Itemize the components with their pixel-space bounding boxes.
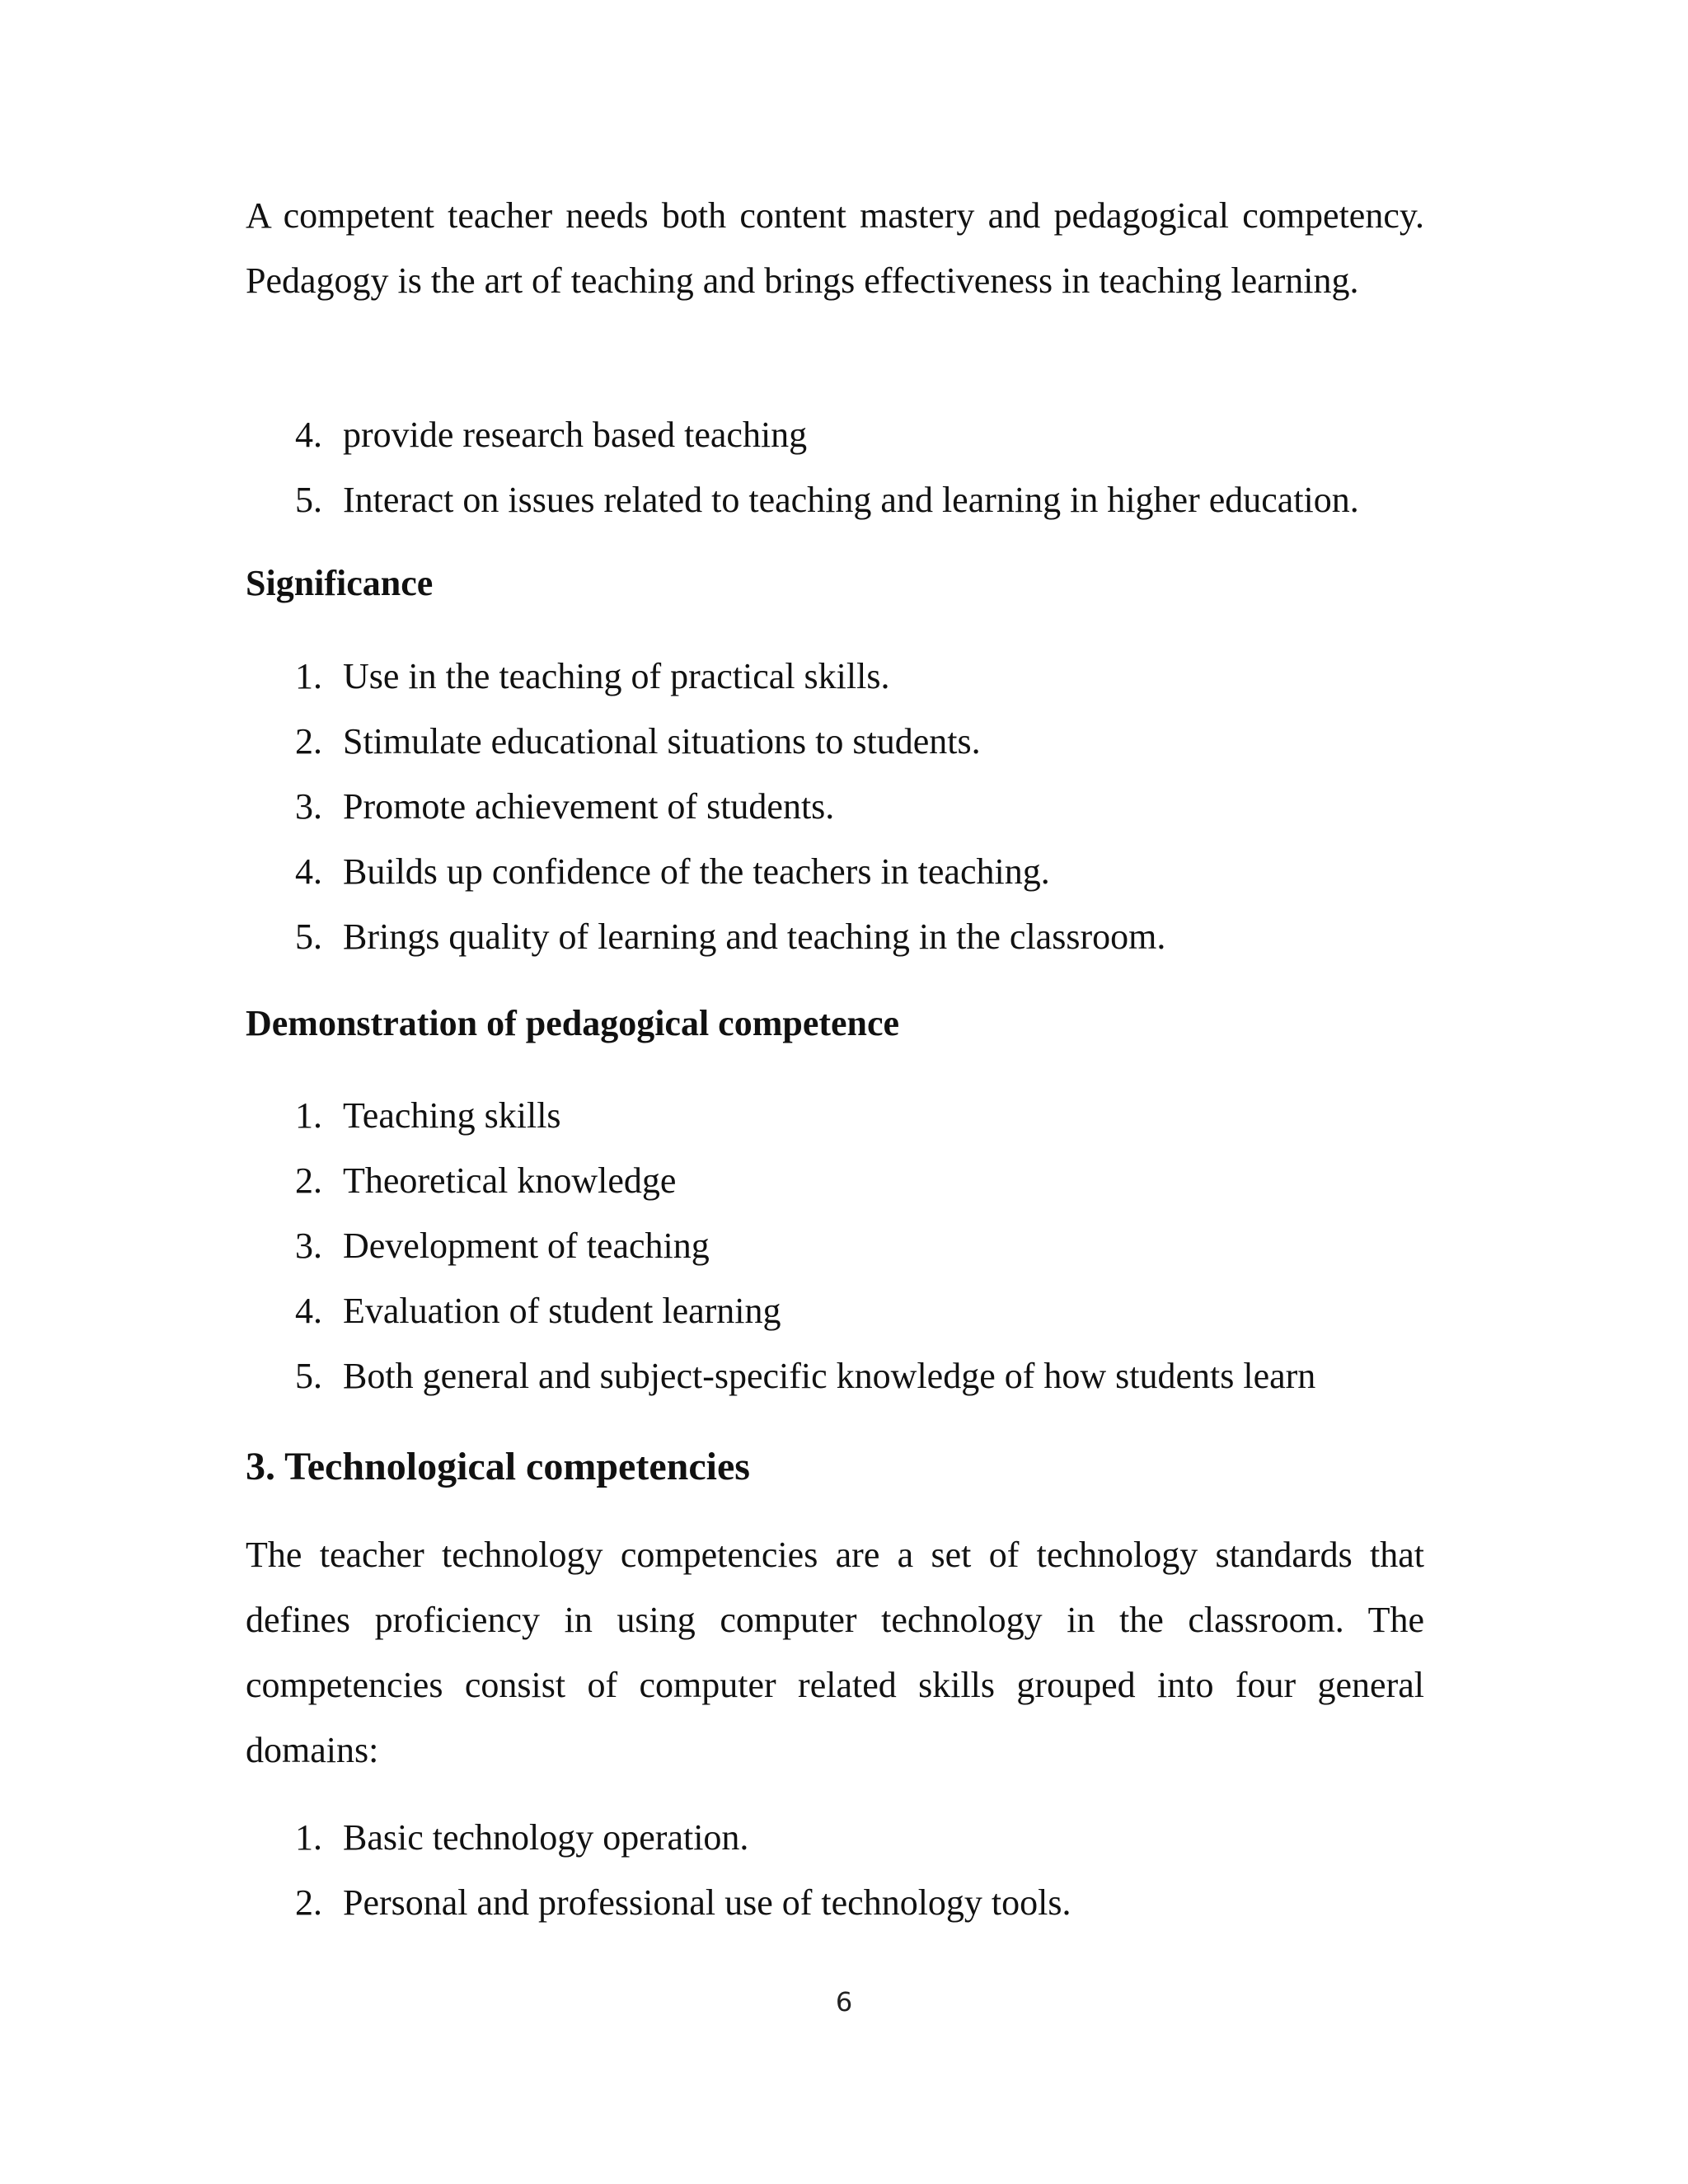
list-text: Development of teaching xyxy=(343,1226,710,1266)
list-number: 2. xyxy=(295,1882,322,1923)
list-text: Interact on issues related to teaching and learning in higher education. xyxy=(343,480,1359,520)
significance-heading: Significance xyxy=(246,563,434,603)
list-text: Basic technology operation. xyxy=(343,1817,749,1858)
list-number: 3. xyxy=(295,1226,322,1266)
list-text: Promote achievement of students. xyxy=(343,786,835,827)
list-number: 4. xyxy=(295,851,322,892)
list-number: 2. xyxy=(295,721,322,762)
list-item xyxy=(246,1083,1482,1148)
objectives-list xyxy=(246,402,1482,532)
list-number: 1. xyxy=(295,1095,322,1136)
list-item xyxy=(246,709,1482,774)
list-item xyxy=(246,774,1482,839)
list-item xyxy=(246,402,1482,467)
list-item xyxy=(246,1148,1482,1213)
list-number: 1. xyxy=(295,656,322,696)
list-item xyxy=(246,1278,1482,1343)
list-text: provide research based teaching xyxy=(343,415,808,455)
list-item xyxy=(246,1343,1482,1408)
demonstration-heading: Demonstration of pedagogical competence xyxy=(246,1003,900,1043)
list-item xyxy=(246,1870,1482,1935)
technological-paragraph: The teacher technology competencies are a set of technology standards that defines proficiency in using computer technology in the classroom. The competencies consist of computer related skills grouped into four general domains: xyxy=(246,1535,1424,1770)
list-text: Both general and subject-specific knowledge of how students learn xyxy=(343,1356,1316,1396)
list-text: Brings quality of learning and teaching in the classroom. xyxy=(343,916,1166,957)
list-number: 5. xyxy=(295,916,322,957)
list-text: Teaching skills xyxy=(343,1095,561,1136)
list-text: Use in the teaching of practical skills. xyxy=(343,656,890,696)
list-text: Evaluation of student learning xyxy=(343,1291,781,1331)
list-text: Stimulate educational situations to students. xyxy=(343,721,981,762)
list-item xyxy=(246,644,1482,709)
technological-list xyxy=(246,1805,1482,1935)
list-number: 5. xyxy=(295,1356,322,1396)
list-text: Personal and professional use of technology tools. xyxy=(343,1882,1071,1923)
list-item xyxy=(246,904,1482,969)
list-item xyxy=(246,467,1482,532)
list-number: 4. xyxy=(295,415,322,455)
list-number: 2. xyxy=(295,1160,322,1201)
list-number: 1. xyxy=(295,1817,322,1858)
list-item xyxy=(246,1213,1482,1278)
intro-paragraph: A competent teacher needs both content mastery and pedagogical competency. Pedagogy is the art of teaching and brings effectiveness in teaching learning. xyxy=(246,195,1424,301)
list-item xyxy=(246,839,1482,904)
list-item xyxy=(246,1805,1482,1870)
page-number: 6 xyxy=(835,1986,853,2018)
demonstration-list xyxy=(246,1083,1482,1408)
list-number: 4. xyxy=(295,1291,322,1331)
list-text: Builds up confidence of the teachers in teaching. xyxy=(343,851,1050,892)
list-text: Theoretical knowledge xyxy=(343,1160,677,1201)
list-number: 3. xyxy=(295,786,322,827)
significance-list xyxy=(246,644,1482,969)
list-number: 5. xyxy=(295,480,322,520)
technological-heading: 3. Technological competencies xyxy=(246,1445,750,1488)
